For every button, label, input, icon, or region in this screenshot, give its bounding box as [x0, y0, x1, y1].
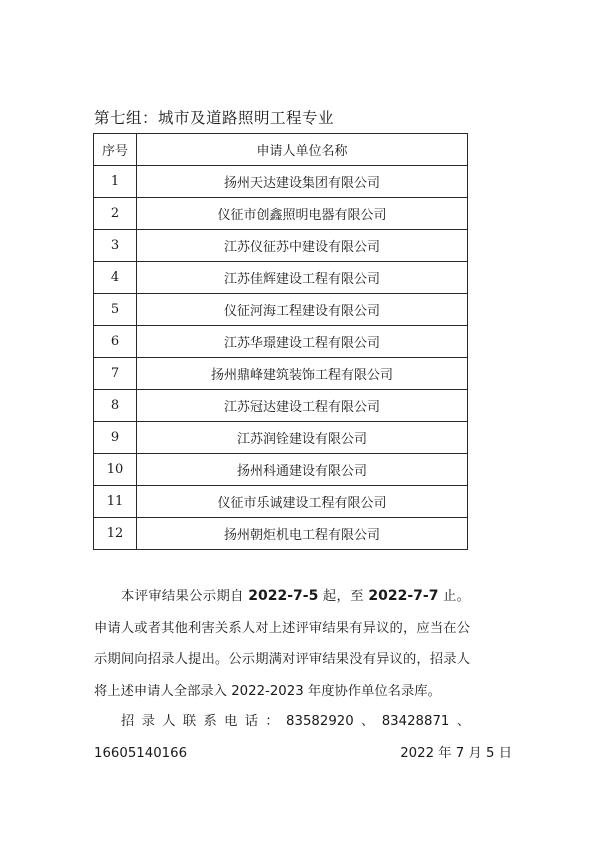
company-name: 江苏润铨建设有限公司 — [137, 422, 468, 454]
company-name: 仪征河海工程建设有限公司 — [137, 294, 468, 326]
table-row — [94, 262, 468, 294]
row-number: 4 — [94, 262, 137, 294]
company-name: 江苏华璟建设工程有限公司 — [137, 326, 468, 358]
section-heading: 第七组：城市及道路照明工程专业 — [94, 109, 335, 127]
table-row — [94, 326, 468, 358]
notice-text-1: 本评审结果公示期自 — [121, 589, 249, 604]
notice-paragraph — [94, 581, 470, 707]
row-number: 1 — [94, 166, 137, 198]
table-row — [94, 198, 468, 230]
company-name: 扬州朝炬机电工程有限公司 — [137, 518, 468, 550]
column-header-name: 申请人单位名称 — [137, 134, 468, 166]
row-number: 2 — [94, 198, 137, 230]
applicant-table — [93, 133, 468, 550]
row-number: 12 — [94, 518, 137, 550]
row-number: 8 — [94, 390, 137, 422]
column-header-number: 序号 — [94, 134, 137, 166]
table-row — [94, 518, 468, 550]
contact-phone-line: 招录人联系电话：83582920、83428871、16605140166 — [94, 714, 470, 761]
table-row — [94, 454, 468, 486]
row-number: 5 — [94, 294, 137, 326]
row-number: 6 — [94, 326, 137, 358]
company-name: 江苏冠达建设工程有限公司 — [137, 390, 468, 422]
issue-date: 2022 年 7 月 5 日 — [400, 746, 512, 761]
table-header-row — [94, 134, 468, 166]
row-number: 3 — [94, 230, 137, 262]
company-name: 扬州天达建设集团有限公司 — [137, 166, 468, 198]
row-number: 7 — [94, 358, 137, 390]
table-row — [94, 358, 468, 390]
row-number: 9 — [94, 422, 137, 454]
company-name: 江苏佳辉建设工程有限公司 — [137, 262, 468, 294]
table-row — [94, 230, 468, 262]
table-row — [94, 422, 468, 454]
table-row — [94, 294, 468, 326]
row-number: 10 — [94, 454, 137, 486]
company-name: 扬州科通建设有限公司 — [137, 454, 468, 486]
company-name: 仪征市创鑫照明电器有限公司 — [137, 198, 468, 230]
table-row — [94, 166, 468, 198]
company-name: 江苏仪征苏中建设有限公司 — [137, 230, 468, 262]
row-number: 11 — [94, 486, 137, 518]
table-row — [94, 486, 468, 518]
table-row — [94, 390, 468, 422]
notice-start-date: 2022-7-5 — [248, 588, 319, 604]
notice-end-date: 2022-7-7 — [368, 588, 439, 604]
notice-text-2: 起，至 — [318, 589, 369, 604]
company-name: 仪征市乐诚建设工程有限公司 — [137, 486, 468, 518]
notice-text-3: 止。申请人或者其他利害关系人对上述评审结果有异议的，应当在公示期间向招录人提出。公示期满对评审结果没有异议的，招录人将上述申请人全部录入 2022-2023 年度协作单位名录库。 — [94, 589, 470, 699]
company-name: 扬州鼎峰建筑装饰工程有限公司 — [137, 358, 468, 390]
